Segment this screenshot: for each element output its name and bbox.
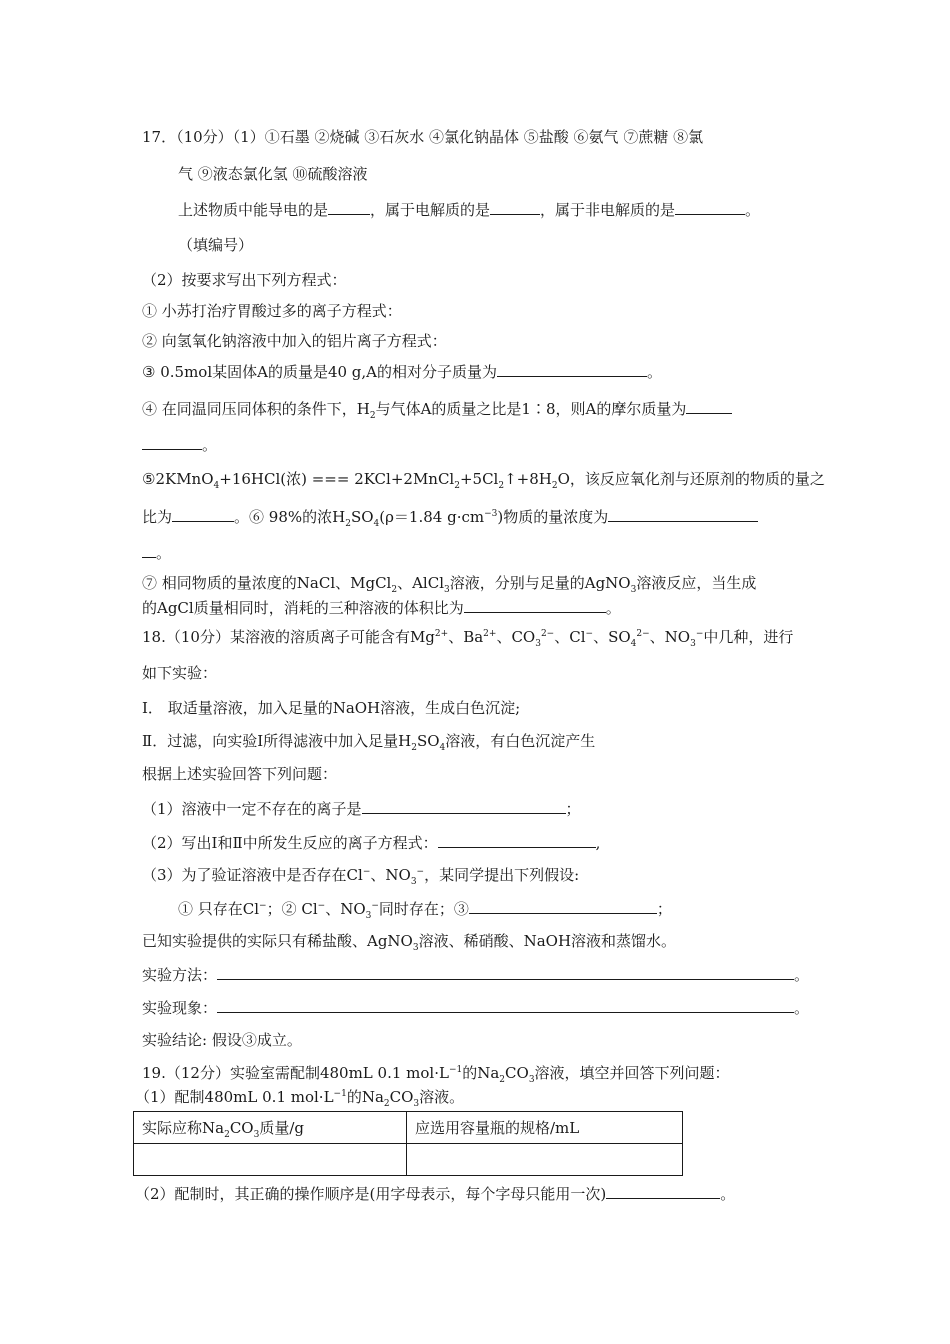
superscript: −1 [448, 1065, 463, 1075]
subscript: 3 [690, 639, 696, 649]
q17-text-13: 。 [156, 544, 172, 562]
answer-blank[interactable] [217, 964, 794, 980]
q18-line-11 [142, 964, 809, 985]
q19-text-1d: 溶液，填空并回答下列问题： [534, 1064, 730, 1082]
q17-line-7 [142, 331, 447, 351]
answer-cell-mass[interactable] [134, 1144, 407, 1176]
q17-text-3a: 上述物质中能导电的是 [178, 201, 329, 219]
q17-line-14 [142, 573, 756, 593]
q19-text-1c: CO [505, 1064, 529, 1082]
q18-text-1f: 、NO [649, 628, 691, 646]
q17-text-10: 。 [202, 436, 218, 454]
q17-text-15b: 。 [605, 599, 621, 617]
answer-blank[interactable] [490, 199, 540, 215]
superscript: − [416, 867, 425, 877]
q19-text-2b: 的Na [346, 1088, 384, 1106]
q17-text-11d: ↑+8H [504, 470, 552, 488]
superscript: −1 [333, 1089, 347, 1099]
q17-text-14c: 溶液，分别与足量的AgNO [449, 574, 631, 592]
subscript: 2 [454, 481, 460, 491]
answer-blank[interactable] [675, 199, 745, 215]
q18-text-8c: ，某同学提出下列假设: [424, 866, 580, 884]
answer-blank[interactable] [217, 997, 794, 1013]
q17-text-15a: 的AgCl质量相同时，消耗的三种溶液的体积比为 [142, 599, 464, 617]
superscript: − [317, 901, 326, 911]
q17-text-11e: O，该反应氧化剂与还原剂的物质的量之 [557, 470, 825, 488]
q18-text-13: 实验结论: 假设③成立。 [142, 1031, 302, 1049]
q19-text-1a: 19.（12分）实验室需配制480mL 0.1 mol·L [142, 1064, 449, 1082]
q19-text-3a: （2）配制时，其正确的操作顺序是(用字母表示，每个字母只能用一次) [135, 1185, 607, 1203]
answer-blank[interactable] [497, 361, 647, 377]
q18-text-8b: 、NO [370, 866, 411, 884]
q17-text-9b: 与气体A的质量之比是1∶8，则A的摩尔质量为 [375, 400, 687, 418]
q17-text-3d: 。 [745, 201, 761, 219]
q18-text-1a: 18.（10分）某溶液的溶质离子可能含有Mg [142, 628, 435, 646]
answer-blank[interactable] [606, 1183, 720, 1199]
q18-text-6a: （1）溶液中一定不存在的离子是 [142, 800, 362, 818]
answer-blank[interactable] [686, 398, 732, 414]
q18-text-7a: （2）写出Ⅰ和Ⅱ中所发生反应的离子方程式： [142, 834, 438, 852]
answer-blank[interactable] [142, 434, 202, 450]
q19-text-2a: （1）配制480mL 0.1 mol·L [135, 1088, 334, 1106]
subscript: 2 [499, 1075, 506, 1085]
subscript: 3 [412, 943, 419, 953]
q18-text-9c: 、NO [325, 900, 366, 918]
superscript: 2+ [434, 629, 449, 639]
superscript: 2− [540, 629, 555, 639]
q18-line-2 [142, 663, 217, 683]
answer-cell-flask[interactable] [407, 1144, 683, 1176]
q18-line-6 [142, 798, 581, 819]
q17-text-2: 气 ⑨液态氯化氢 ⑩硫酸溶液 [178, 165, 368, 183]
q17-line-1 [142, 127, 703, 147]
answer-blank[interactable] [362, 798, 566, 814]
table-answer-row [134, 1144, 683, 1176]
q18-text-9e: ； [656, 900, 672, 918]
q17-line-13 [142, 542, 171, 563]
q18-text-8a: （3）为了验证溶液中是否存在Cl [142, 866, 363, 884]
subscript: 4 [630, 639, 637, 649]
header-cell-flask [407, 1112, 683, 1144]
q18-text-9a: ① 只存在Cl [178, 900, 260, 918]
subscript: 3 [444, 585, 450, 595]
q18-text-4b: SO [416, 732, 440, 750]
q18-line-10 [142, 931, 676, 951]
superscript: 2− [636, 629, 650, 639]
subscript: 3 [535, 639, 541, 649]
q19-text-2c: CO [389, 1088, 414, 1106]
q18-text-1b: 、Ba [448, 628, 484, 646]
q17-line-9 [142, 398, 732, 419]
header-text-a: 实际应称Na [142, 1119, 225, 1137]
superscript: − [585, 629, 594, 639]
q17-text-1: 17．（10分）（1）①石墨 ②烧碱 ③石灰水 ④氯化钠晶体 ⑤盐酸 ⑥氨气 ⑦蔗糖 ⑧氯 [142, 128, 704, 146]
q19-line-3 [135, 1183, 735, 1204]
q18-text-1d: 、Cl [554, 628, 586, 646]
answer-blank[interactable] [172, 506, 234, 522]
subscript: 3 [413, 1099, 420, 1109]
subscript: 3 [365, 911, 372, 921]
q17-text-5: （2）按要求写出下列方程式： [142, 271, 347, 289]
q18-text-11a: 实验方法： [142, 966, 218, 984]
q17-text-14b: 、AlCl [397, 574, 444, 592]
superscript: −3 [484, 509, 498, 519]
superscript: − [371, 901, 379, 911]
q17-line-12 [142, 506, 758, 527]
q17-text-12e: )物质的量浓度为 [497, 508, 609, 526]
q17-text-14a: ⑦ 相同物质的量浓度的NaCl、MgCl [142, 574, 392, 592]
q18-text-12b: 。 [794, 999, 810, 1017]
q18-text-2: 如下实验： [142, 664, 218, 682]
q18-text-9d: 同时存在；③ [378, 900, 469, 918]
superscript: − [695, 629, 704, 639]
header-text-flask: 应选用容量瓶的规格/mL [415, 1119, 580, 1137]
subscript: 2 [391, 585, 398, 595]
subscript: 3 [410, 877, 417, 887]
q18-text-4c: 溶液，有白色沉淀产生 [445, 732, 596, 750]
answer-blank[interactable] [608, 506, 758, 522]
subscript: 2 [551, 481, 558, 491]
q17-text-6: ① 小苏打治疗胃酸过多的离子方程式： [142, 302, 402, 320]
q18-text-10a: 已知实验提供的实际只有稀盐酸、AgNO [142, 932, 413, 950]
q17-text-14d: 溶液反应，当生成 [636, 574, 757, 592]
q18-line-1 [142, 627, 793, 647]
q17-line-10 [142, 434, 217, 455]
q17-line-6 [142, 301, 402, 321]
superscript: 2+ [483, 629, 497, 639]
answer-blank[interactable] [464, 597, 606, 613]
q17-line-11 [142, 469, 825, 489]
q17-text-8b: 。 [647, 363, 663, 381]
q19-line-2 [135, 1087, 464, 1107]
subscript: 4 [439, 743, 446, 753]
q17-text-11b: +16HCl(浓) === 2KCl+2MnCl [219, 470, 455, 488]
q17-text-7: ② 向氢氧化钠溶液中加入的铝片离子方程式： [142, 332, 447, 350]
superscript: − [362, 867, 371, 877]
q19-text-1b: 的Na [462, 1064, 500, 1082]
q17-line-4 [178, 235, 253, 255]
q18-text-10b: 溶液、稀硝酸、NaOH溶液和蒸馏水。 [418, 932, 677, 950]
q17-text-12a: 比为 [142, 508, 173, 526]
q18-line-13 [142, 1030, 302, 1050]
subscript: 2 [345, 519, 351, 529]
subscript: 2 [411, 743, 417, 753]
q17-line-2 [178, 164, 368, 184]
subscript: 2 [224, 1130, 230, 1140]
q17-text-4: （填编号） [178, 236, 254, 254]
q17-text-11c: +5Cl [459, 470, 499, 488]
answer-blank[interactable] [142, 542, 156, 558]
q17-line-15 [142, 597, 621, 618]
subscript: 3 [528, 1075, 535, 1085]
q18-text-7b: , [595, 834, 601, 852]
q18-text-1g: 中几种，进行 [703, 628, 794, 646]
subscript: 2 [498, 481, 505, 491]
q18-line-8 [142, 865, 579, 885]
table-header-row [134, 1112, 683, 1144]
q17-line-8 [142, 361, 662, 382]
q17-text-3c: ，属于非电解质的是 [540, 201, 676, 219]
answer-blank[interactable] [469, 898, 657, 914]
q17-text-12b: 。⑥ 98%的浓H [234, 508, 346, 526]
q18-line-4 [142, 731, 595, 751]
subscript: 3 [630, 585, 637, 595]
subscript: 2 [369, 411, 376, 421]
answer-table [133, 1111, 683, 1176]
subscript: 3 [253, 1130, 260, 1140]
q19-line-1 [142, 1063, 730, 1083]
q17-line-5 [142, 270, 347, 290]
q18-line-12 [142, 997, 809, 1018]
subscript: 4 [373, 519, 380, 529]
q18-line-7 [142, 832, 600, 853]
q18-text-5: 根据上述实验回答下列问题： [142, 765, 338, 783]
q19-text-2d: 溶液。 [419, 1088, 465, 1106]
q17-line-3 [178, 199, 760, 220]
subscript: 4 [213, 481, 220, 491]
q18-line-3 [142, 698, 520, 718]
q18-text-9b: ；② Cl [266, 900, 318, 918]
header-text-b: CO [229, 1119, 254, 1137]
q18-text-6b: ； [565, 800, 581, 818]
answer-blank[interactable] [438, 832, 596, 848]
q18-text-1c: 、CO [496, 628, 536, 646]
q19-text-3b: 。 [720, 1185, 736, 1203]
q18-text-3: Ⅰ． 取适量溶液，加入足量的NaOH溶液，生成白色沉淀; [142, 699, 521, 717]
header-cell-mass [134, 1112, 407, 1144]
q18-text-1e: 、SO [593, 628, 631, 646]
q17-text-12c: SO [350, 508, 374, 526]
q18-line-9 [178, 898, 672, 919]
header-text-c: 质量/g [259, 1119, 304, 1137]
q17-text-3b: ，属于电解质的是 [370, 201, 491, 219]
subscript: 2 [383, 1099, 390, 1109]
q18-line-5 [142, 764, 337, 784]
q18-text-12a: 实验现象： [142, 999, 218, 1017]
q18-text-4a: Ⅱ．过滤，向实验Ⅰ所得滤液中加入足量H [142, 732, 412, 750]
q17-text-12d: (ρ＝1.84 g·cm [379, 508, 485, 526]
q17-text-11a: ⑤2KMnO [142, 470, 214, 488]
answer-blank[interactable] [328, 199, 370, 215]
q17-text-8a: ③ 0.5mol某固体A的质量是40 g,A的相对分子质量为 [142, 363, 498, 381]
superscript: − [259, 901, 267, 911]
q18-text-11b: 。 [794, 966, 810, 984]
q17-text-9a: ④ 在同温同压同体积的条件下，H [142, 400, 370, 418]
